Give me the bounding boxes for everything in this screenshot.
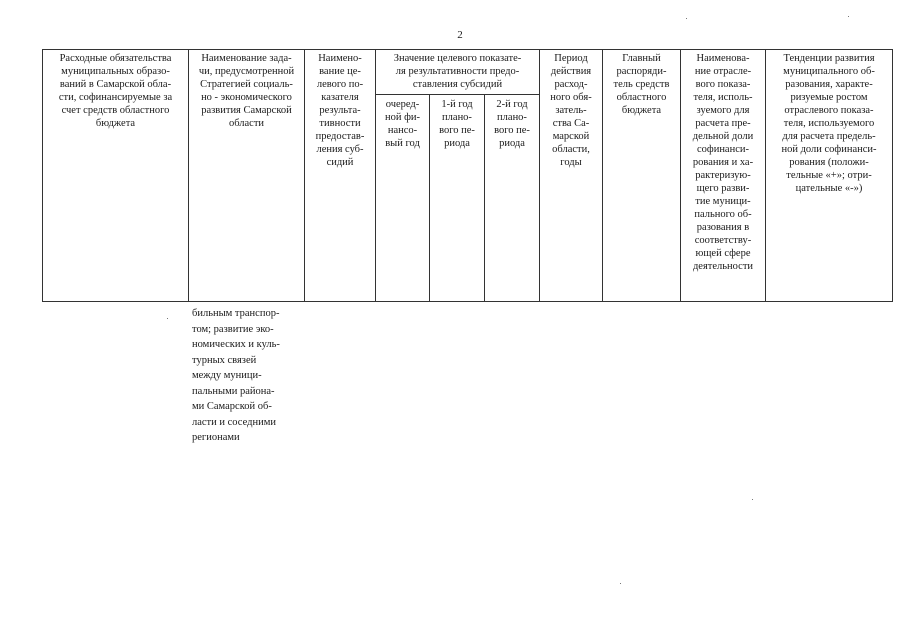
column-divider [375,49,376,302]
continuation-text: бильным транспор- том; развитие эко- номических и куль- турных связей между муници- пальными района- ми Самарской об- ласти и соседними регионами [192,308,280,443]
header-target-indicator-value: Значение целевого показате- ля результативности предо- ставления субсидий [393,53,522,90]
table-border-left [42,49,43,302]
column-divider [602,49,603,302]
header-sector-indicator: Наименова- ние отрасле- вого показа- теля, исполь- зуемого для расчета пре- дельной доли софинанси- рования и ха- рактеризую- щего разви- тие муници- пального об- разования в соответству- ющей сфере деятельности [692,53,754,272]
header-period: Период действия расход- ного обя- затель- ства Са- марской области, годы [550,53,592,168]
scan-speck [620,583,621,584]
column-divider [765,49,766,302]
scan-speck [752,499,753,500]
scan-speck [686,18,687,19]
header-target-indicator-name: Наимено- вание це- левого по- казателя результа- тивности предостав- ления суб- сидий [315,53,365,168]
header-chief-manager: Главный распоряди- тель средств областного бюджета [613,53,670,116]
column-divider [484,94,485,302]
table-header [42,49,893,302]
table-border-right [892,49,893,302]
subheader-second-planning-year: 2-й год плано- вого пе- риода [494,99,530,149]
header-trends: Тенденции развития муниципального об- разования, характе- ризуемые ростом отраслевого показа- теля, используемого для расчета предель- ной доли софинанси- рования (положи- тельные «+»; отри- цательные «-») [781,53,877,194]
column-divider [188,49,189,302]
header-expenditure-obligations: Расходные обязательства муниципальных образо- ваний в Самарской обла- сти, софинансируемые за счет средств областного бюджета [58,53,173,129]
subheader-first-planning-year: 1-й год плано- вого пе- риода [439,99,475,149]
page-number: 2 [457,29,463,41]
column-divider [680,49,681,302]
column-divider [429,94,430,302]
column-divider [304,49,305,302]
column-divider [539,49,540,302]
subheader-current-year: очеред- ной фи- нансо- вый год [384,99,421,149]
subheader-divider [375,94,540,95]
scan-speck [167,318,168,319]
header-task-name: Наименование зада- чи, предусмотренной Стратегией социаль- но - экономического развития Самарской области [198,53,295,129]
scan-speck [848,16,849,17]
